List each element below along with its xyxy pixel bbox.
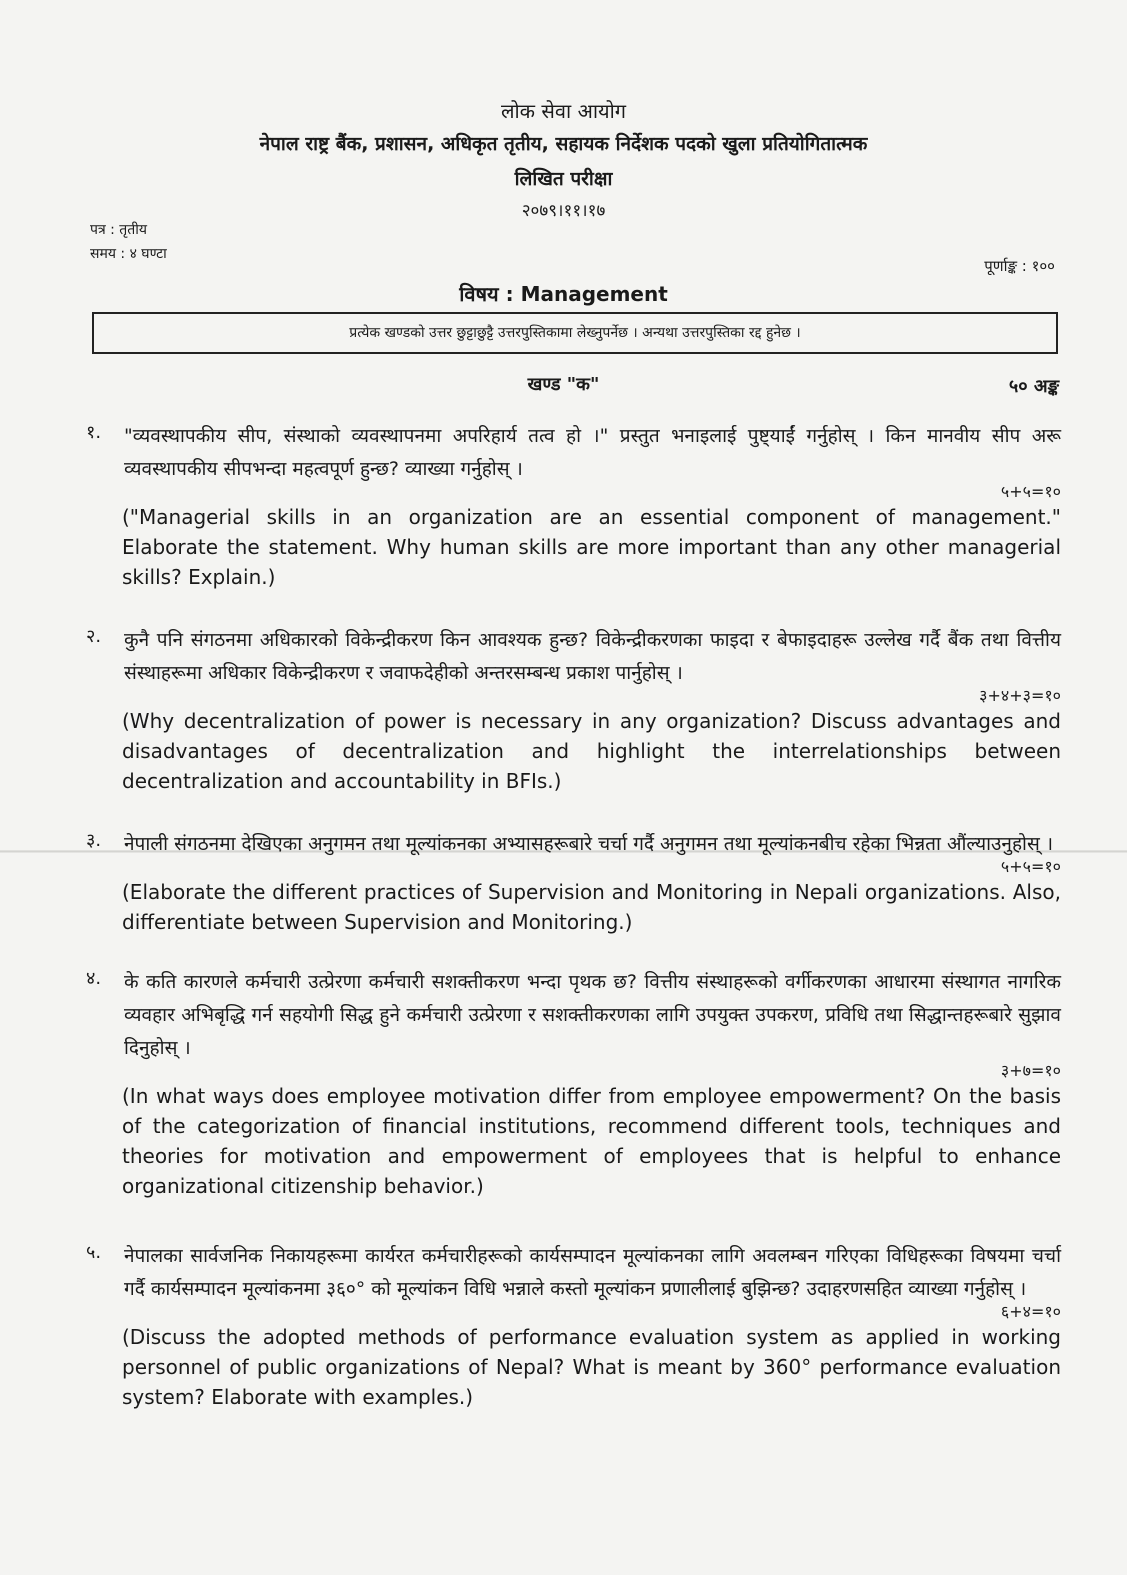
instruction-box: प्रत्येक खण्डको उत्तर छुट्टाछुट्टै उत्तरपुस्तिकामा लेख्नुपर्नेछ । अन्यथा उत्तरपुस्तिका रद्द हुनेछ । (92, 312, 1058, 354)
question-english: ("Managerial skills in an organization are an essential component of management." Elaborate the statement. Why human skills are more important than any other managerial skills? Explain.) (122, 505, 1061, 589)
question-number: १. (86, 422, 102, 443)
question-nepali: के कति कारणले कर्मचारी उत्प्रेरणा कर्मचारी सशक्तीकरण भन्दा पृथक छ? वित्तीय संस्थाहरूको वर्गीकरणका आधारमा संस्थागत नागरिक व्यवहार अभिबृद्धि गर्न सहयोगी सिद्ध हुने कर्मचारी उत्प्रेरणा र सशक्तीकरणका लागि उपयुक्त उपकरण, प्रविधि तथा सिद्धान्तहरूबारे सुझाव दिनुहोस् । (124, 971, 1061, 1059)
exam-title: नेपाल राष्ट्र बैंक, प्रशासन, अधिकृत तृतीय, सहायक निर्देशक पदको खुला प्रतियोगितात्मक (259, 133, 868, 155)
full-marks: पूर्णाङ्क : १०० (984, 257, 1055, 275)
question-english: (Elaborate the different practices of Supervision and Monitoring in Nepali organizations. Also, differentiate between Supervision and Monitoring.) (122, 880, 1061, 934)
question-5 (86, 1240, 1061, 1412)
exam-date: २०७९।११।१७ (521, 201, 606, 221)
time-label: समय : ४ घण्टा (90, 246, 167, 262)
paper-label: पत्र : तृतीय (90, 222, 148, 238)
question-nepali: नेपाली संगठनमा देखिएका अनुगमन तथा मूल्यांकनका अभ्यासहरूबारे चर्चा गर्दै अनुगमन तथा मूल्यांकनबीच रहेका भिन्नता औंल्याउनुहोस् । (124, 833, 1054, 855)
question-nepali: नेपालका सार्वजनिक निकायहरूमा कार्यरत कर्मचारीहरूको कार्यसम्पादन मूल्यांकनका लागि अवलम्बन गरिएका विधिहरूका विषयमा चर्चा गर्दै कार्यसम्पादन मूल्यांकनमा ३६०° को मूल्यांकन विधि भन्नाले कस्तो मूल्यांकन प्रणालीलाई बुझिन्छ? उदाहरणसहित व्याख्या गर्नुहोस् । (124, 1245, 1061, 1300)
exam-type: लिखित परीक्षा (514, 168, 613, 190)
question-nepali: कुनै पनि संगठनमा अधिकारको विकेन्द्रीकरण किन आवश्यक हुन्छ? विकेन्द्रीकरणका फाइदा र बेफाइदाहरू उल्लेख गर्दै बैंक तथा वित्तीय संस्थाहरूमा अधिकार विकेन्द्रीकरण र जवाफदेहीको अन्तरसम्बन्ध प्रकाश पार्नुहोस् । (124, 629, 1061, 684)
question-number: ५. (86, 1242, 102, 1263)
question-marks: ५+५=१० (1000, 482, 1061, 501)
question-number: ४. (86, 968, 102, 989)
section-marks: ५० अङ्क (1008, 376, 1059, 397)
section-title: खण्ड "क" (527, 374, 600, 395)
question-english: (Discuss the adopted methods of performance evaluation system as applied in working personnel of public organizations of Nepal? What is meant by 360° performance evaluation system? Elaborate with examples.) (122, 1325, 1061, 1409)
question-nepali: "व्यवस्थापकीय सीप, संस्थाको व्यवस्थापनमा अपरिहार्य तत्व हो ।" प्रस्तुत भनाइलाई पुष्ट्याईं गर्नुहोस् । किन मानवीय सीप अरू व्यवस्थापकीय सीपभन्दा महत्वपूर्ण हुन्छ? व्याख्या गर्नुहोस् । (124, 425, 1061, 480)
subject-title: विषय : Management (459, 282, 668, 306)
question-marks: ३+७=१० (1000, 1061, 1061, 1080)
question-english: (In what ways does employee motivation differ from employee empowerment? On the basis of the categorization of financial institutions, recommend different tools, techniques and theories for motivation and empowerment of employees that is helpful to enhance organizational citizenship behavior.) (122, 1084, 1061, 1198)
question-number: २. (86, 626, 102, 647)
question-english: (Why decentralization of power is necessary in any organization? Discuss advantages and disadvantages of decentralization and highlight the interrelationships between decentralization and accountability in BFIs.) (122, 709, 1061, 793)
question-3 (86, 828, 1061, 937)
question-marks: ५+५=१० (1000, 857, 1061, 876)
question-4 (86, 966, 1061, 1201)
question-marks: ३+४+३=१० (979, 686, 1061, 705)
question-1 (86, 420, 1061, 592)
question-marks: ६+४=१० (1000, 1302, 1061, 1321)
organization-name: लोक सेवा आयोग (500, 99, 627, 123)
question-number: ३. (86, 830, 102, 851)
question-2 (86, 624, 1061, 796)
